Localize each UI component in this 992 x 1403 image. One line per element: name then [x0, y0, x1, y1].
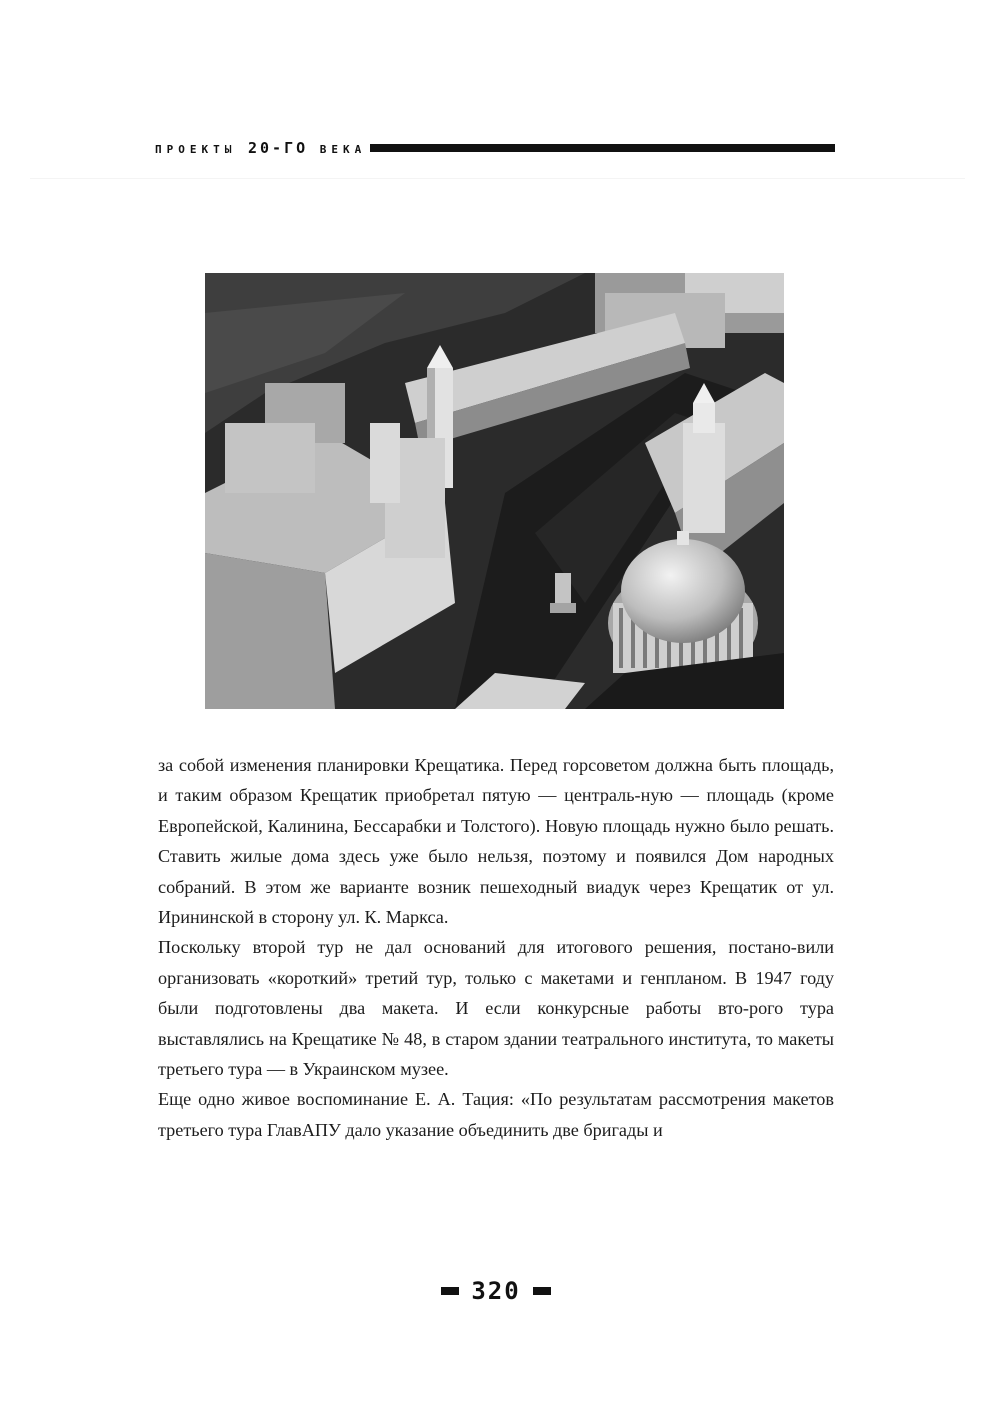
page-footer [0, 1276, 992, 1306]
photo-illustration [205, 273, 784, 709]
header-prefix: ПРОЕКТЫ [155, 143, 248, 156]
paragraph-2: Поскольку второй тур не дал оснований для итогового решения, постано-вили организовать «короткий» третий тур, только с макетами и генпланом. В 1947 году были подготовлены два макета. И если конкурсные работы вто-рого тура выставлялись на Крещатике № 48, в старом здании театрального института, то макеты третьего тура — в Украинском музее. [158, 937, 834, 1080]
header-suffix: ВЕКА [308, 143, 367, 156]
footer-bar-right [533, 1287, 551, 1295]
architectural-model-photo [205, 273, 784, 709]
page-number: 320 [471, 1277, 521, 1305]
header-number: 20-ГО [247, 139, 309, 157]
running-header-title [155, 139, 366, 157]
paragraph-1: за собой изменения планировки Крещатика. Перед горсоветом должна быть площадь, и таким образом Крещатик приобретал пятую — централь-ную — площадь (кроме Европейской, Калинина, Бессарабки и Толстого). Новую площадь нужно было решать. Ставить жилые дома здесь уже было нельзя, поэтому и появился Дом народных собраний. В этом же варианте возник пешеходный виадук через Крещатик от ул. Ирининской в сторону ул. К. Маркса. [158, 755, 834, 928]
article-body [158, 750, 834, 1145]
footer-bar-left [441, 1287, 459, 1295]
paragraph-3: Еще одно живое воспоминание Е. А. Тация: «По результатам рассмотрения макетов третьего тура ГлавАПУ дало указание объединить две бригады и [158, 1089, 834, 1140]
page-divider [30, 178, 965, 179]
header-rule [370, 144, 835, 152]
running-header [155, 140, 835, 156]
